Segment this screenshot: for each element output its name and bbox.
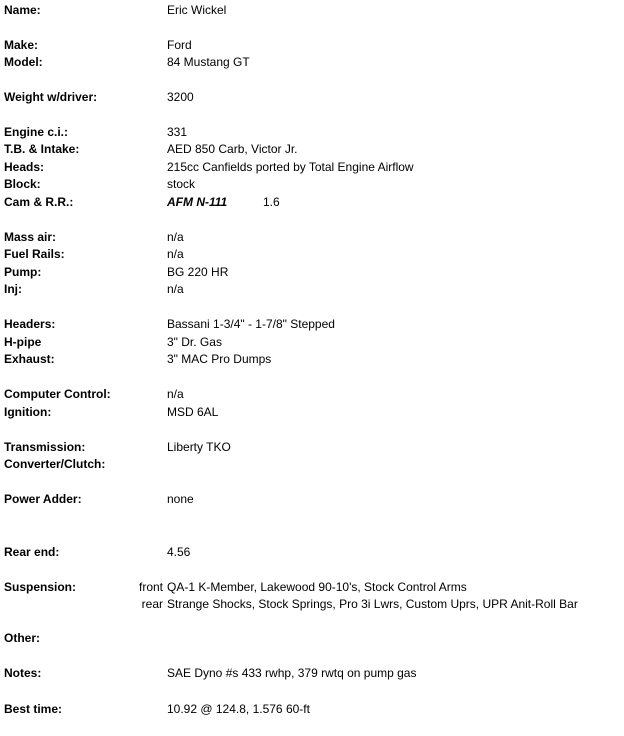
row-pump bbox=[0, 264, 624, 281]
power-adder-value: none bbox=[167, 492, 194, 506]
row-inj bbox=[0, 281, 624, 298]
suspension-front-value: QA-1 K-Member, Lakewood 90-10's, Stock Control Arms bbox=[167, 580, 467, 594]
name-label: Name: bbox=[4, 3, 41, 17]
computer-control-label: Computer Control: bbox=[4, 387, 111, 401]
power-adder-label: Power Adder: bbox=[4, 492, 82, 506]
block-label: Block: bbox=[4, 177, 41, 191]
row-mass-air bbox=[0, 229, 624, 246]
row-exhaust bbox=[0, 351, 624, 368]
pump-value: BG 220 HR bbox=[167, 265, 229, 279]
ignition-value: MSD 6AL bbox=[167, 405, 219, 419]
row-headers bbox=[0, 316, 624, 333]
pump-label: Pump: bbox=[4, 265, 42, 279]
hpipe-value: 3" Dr. Gas bbox=[167, 335, 222, 349]
other-label: Other: bbox=[4, 631, 40, 645]
transmission-label: Transmission: bbox=[4, 440, 86, 454]
best-time-label: Best time: bbox=[4, 702, 63, 716]
mass-air-value: n/a bbox=[167, 230, 184, 244]
engine-value: 331 bbox=[167, 125, 188, 139]
row-computer-control bbox=[0, 386, 624, 403]
row-tb-intake bbox=[0, 141, 624, 158]
fuel-rails-label: Fuel Rails: bbox=[4, 247, 65, 261]
headers-value: Bassani 1-3/4" - 1-7/8" Stepped bbox=[167, 317, 335, 331]
ignition-label: Ignition: bbox=[4, 405, 52, 419]
make-value: Ford bbox=[167, 38, 192, 52]
row-ignition bbox=[0, 404, 624, 421]
row-engine bbox=[0, 124, 624, 141]
suspension-label: Suspension: bbox=[4, 580, 77, 594]
suspension-rear-label: rear bbox=[141, 597, 163, 611]
heads-value: 215cc Canfields ported by Total Engine Airflow bbox=[167, 160, 414, 174]
row-cam bbox=[0, 194, 624, 211]
exhaust-label: Exhaust: bbox=[4, 352, 55, 366]
row-transmission bbox=[0, 439, 624, 456]
row-weight bbox=[0, 89, 624, 106]
row-power-adder bbox=[0, 491, 624, 508]
tb-intake-value: AED 850 Carb, Victor Jr. bbox=[167, 142, 298, 156]
mass-air-label: Mass air: bbox=[4, 230, 57, 244]
notes-value: SAE Dyno #s 433 rwhp, 379 rwtq on pump gas bbox=[167, 666, 417, 680]
cam-name-value: AFM N-111 bbox=[167, 195, 228, 209]
cam-ratio-value: 1.6 bbox=[263, 195, 280, 209]
row-model bbox=[0, 54, 624, 71]
row-suspension-front bbox=[0, 579, 624, 596]
hpipe-label: H-pipe bbox=[4, 335, 42, 349]
name-value: Eric Wickel bbox=[167, 3, 227, 17]
tb-intake-label: T.B. & Intake: bbox=[4, 142, 80, 156]
block-value: stock bbox=[167, 177, 196, 191]
row-block bbox=[0, 176, 624, 193]
exhaust-value: 3" MAC Pro Dumps bbox=[167, 352, 272, 366]
weight-label: Weight w/driver: bbox=[4, 90, 98, 104]
headers-label: Headers: bbox=[4, 317, 56, 331]
model-value: 84 Mustang GT bbox=[167, 55, 250, 69]
best-time-value: 10.92 @ 124.8, 1.576 60-ft bbox=[167, 702, 310, 716]
row-converter-clutch bbox=[0, 456, 624, 473]
fuel-rails-value: n/a bbox=[167, 247, 184, 261]
cam-label: Cam & R.R.: bbox=[4, 195, 74, 209]
row-best-time bbox=[0, 701, 624, 718]
weight-value: 3200 bbox=[167, 90, 194, 104]
inj-label: Inj: bbox=[4, 282, 22, 296]
rear-end-label: Rear end: bbox=[4, 545, 60, 559]
model-label: Model: bbox=[4, 55, 43, 69]
suspension-rear-value: Strange Shocks, Stock Springs, Pro 3i Lwrs, Custom Uprs, UPR Anit-Roll Bar bbox=[167, 597, 578, 611]
row-hpipe bbox=[0, 334, 624, 351]
row-notes bbox=[0, 665, 624, 682]
rear-end-value: 4.56 bbox=[167, 545, 191, 559]
make-label: Make: bbox=[4, 38, 39, 52]
row-fuel-rails bbox=[0, 246, 624, 263]
row-make bbox=[0, 37, 624, 54]
transmission-value: Liberty TKO bbox=[167, 440, 231, 454]
row-other bbox=[0, 630, 624, 647]
engine-label: Engine c.i.: bbox=[4, 125, 69, 139]
inj-value: n/a bbox=[167, 282, 184, 296]
row-name bbox=[0, 2, 624, 19]
row-rear-end bbox=[0, 544, 624, 561]
row-suspension-rear bbox=[0, 596, 624, 613]
computer-control-value: n/a bbox=[167, 387, 184, 401]
converter-clutch-label: Converter/Clutch: bbox=[4, 457, 106, 471]
notes-label: Notes: bbox=[4, 666, 42, 680]
row-heads bbox=[0, 159, 624, 176]
heads-label: Heads: bbox=[4, 160, 45, 174]
suspension-front-label: front bbox=[138, 580, 163, 594]
